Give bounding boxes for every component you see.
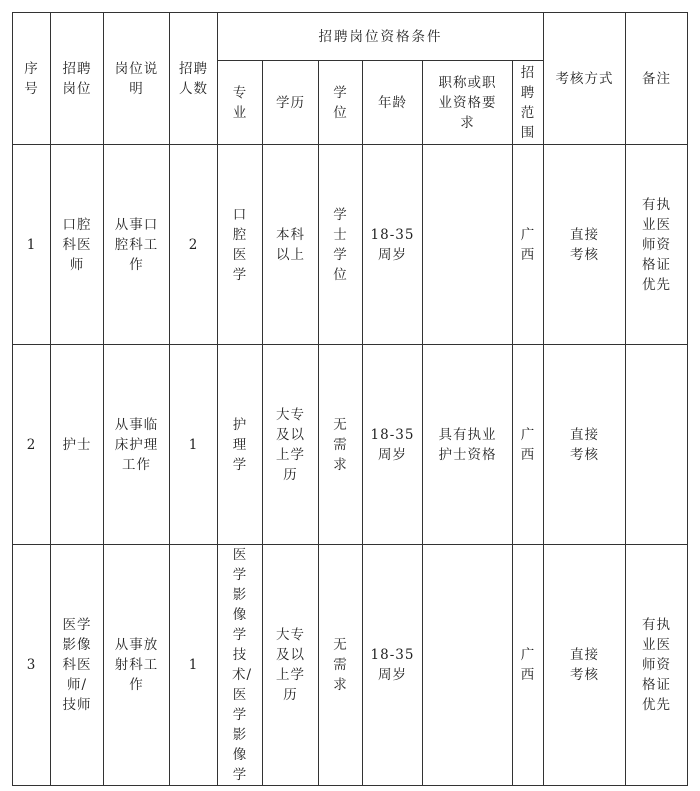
cell-post: 护士: [51, 345, 104, 545]
cell-desc: 从事口腔科工作: [104, 145, 170, 345]
cell-range: 广西: [513, 545, 544, 786]
cell-title-qual: [423, 545, 513, 786]
cell-edu: 大专及以上学历: [263, 545, 319, 786]
header-desc: 岗位说明: [104, 13, 170, 145]
cell-age: 18-35周岁: [363, 345, 423, 545]
header-qualification-group: 招聘岗位资格条件: [218, 13, 544, 61]
header-row-top: [13, 13, 688, 61]
cell-major: 口腔医学: [218, 145, 263, 345]
cell-degree: 无需求: [319, 345, 363, 545]
cell-method: 直接考核: [544, 145, 626, 345]
cell-num: 1: [170, 345, 218, 545]
cell-range: 广西: [513, 345, 544, 545]
cell-num: 1: [170, 545, 218, 786]
cell-method: 直接考核: [544, 545, 626, 786]
header-edu: 学历: [263, 61, 319, 145]
cell-edu: 大专及以上学历: [263, 345, 319, 545]
cell-seq: 1: [13, 145, 51, 345]
cell-degree: 学士学位: [319, 145, 363, 345]
header-major: 专业: [218, 61, 263, 145]
header-seq: 序号: [13, 13, 51, 145]
cell-post: 口腔科医师: [51, 145, 104, 345]
cell-range: 广西: [513, 145, 544, 345]
header-note: 备注: [626, 13, 688, 145]
header-range: 招聘范围: [513, 61, 544, 145]
cell-note: 有执业医师资格证优先: [626, 545, 688, 786]
cell-edu: 本科以上: [263, 145, 319, 345]
header-title-qual: 职称或职业资格要求: [423, 61, 513, 145]
header-degree: 学位: [319, 61, 363, 145]
cell-title-qual: 具有执业护士资格: [423, 345, 513, 545]
header-age: 年龄: [363, 61, 423, 145]
header-post: 招聘岗位: [51, 13, 104, 145]
cell-title-qual: [423, 145, 513, 345]
recruitment-table: [12, 12, 688, 786]
cell-note: [626, 345, 688, 545]
table-row: [13, 345, 688, 545]
cell-major: 医学影像学技术/医学影像学: [218, 545, 263, 786]
cell-seq: 3: [13, 545, 51, 786]
table-row: [13, 145, 688, 345]
cell-desc: 从事临床护理工作: [104, 345, 170, 545]
cell-degree: 无需求: [319, 545, 363, 786]
header-method: 考核方式: [544, 13, 626, 145]
cell-seq: 2: [13, 345, 51, 545]
header-num: 招聘人数: [170, 13, 218, 145]
cell-major: 护理学: [218, 345, 263, 545]
cell-age: 18-35周岁: [363, 145, 423, 345]
cell-age: 18-35周岁: [363, 545, 423, 786]
cell-desc: 从事放射科工作: [104, 545, 170, 786]
table-row: [13, 545, 688, 786]
cell-note: 有执业医师资格证优先: [626, 145, 688, 345]
cell-method: 直接考核: [544, 345, 626, 545]
cell-num: 2: [170, 145, 218, 345]
cell-post: 医学影像科医师/技师: [51, 545, 104, 786]
